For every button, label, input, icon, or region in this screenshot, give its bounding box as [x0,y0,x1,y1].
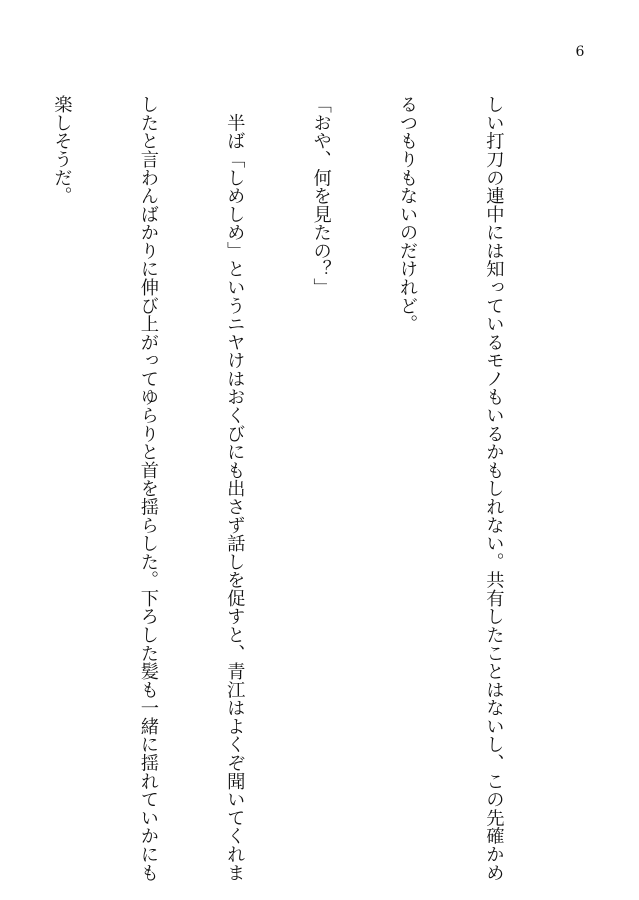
text-line: るつもりもないのだけれど。 [397,95,419,333]
page-number: 6 [575,44,585,60]
text-line: しい打刀の連中には知っているモノもいるかもしれない。共有したことはないし、この先確かめ [483,95,505,882]
text-line: したと言わんばかりに伸び上がってゆらりと首を揺らした。下ろした髪も一緒に揺れていかにも [137,95,159,882]
text-line: 「おや、何を見たの？」 [310,95,332,297]
text-line: 楽しそうだ。 [51,95,73,205]
text-line: 半ば「しめしめ」というニヤけはおくびにも出さず話しを促すと、青江はよくぞ聞いてくれま [224,95,246,882]
body-text [51,95,565,882]
